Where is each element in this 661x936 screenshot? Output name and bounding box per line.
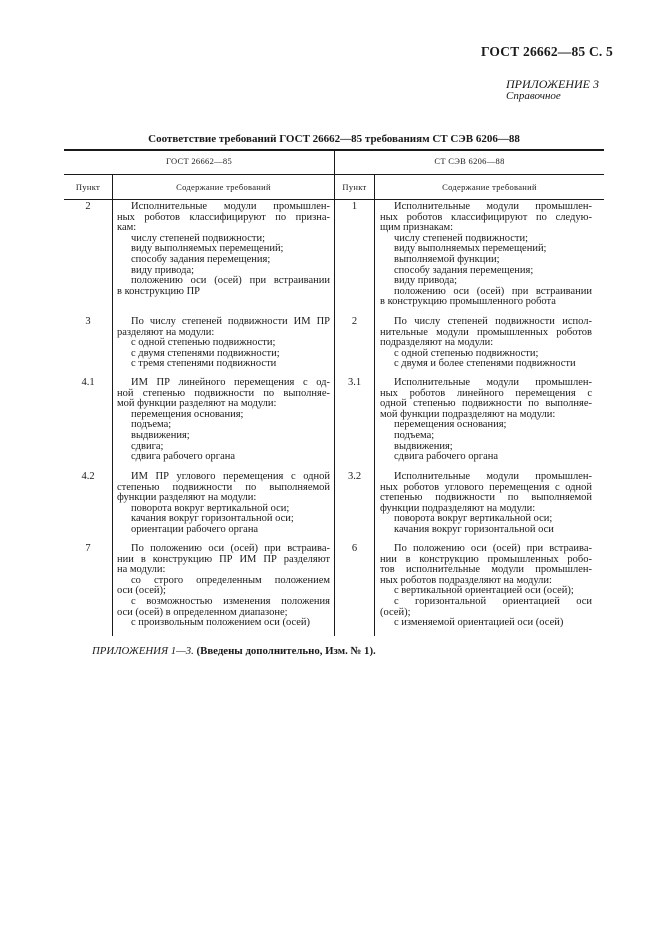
right-content-header: Содержание требований bbox=[442, 182, 537, 192]
requirement-line: виду привода; bbox=[394, 275, 458, 287]
requirement-line: По положению оси (осей) при встраива- bbox=[131, 543, 330, 554]
requirement-line: с возможностью изменения положения bbox=[131, 595, 330, 607]
requirement-line: нии в конструкцию ПР ИМ ПР разделяют bbox=[117, 553, 330, 565]
right-requirement-text bbox=[380, 202, 592, 308]
requirement-line: ной степенью подвижности по выполняе- bbox=[117, 387, 330, 399]
left-item-number: 2 bbox=[85, 201, 91, 212]
left-item-number: 7 bbox=[85, 543, 91, 554]
requirement-line: способу задания перемещения; bbox=[394, 264, 534, 276]
requirement-line: нительные модули промышленных роботов bbox=[380, 326, 592, 338]
requirement-line: с одной степенью подвижности; bbox=[394, 347, 539, 359]
requirement-line: на модули: bbox=[117, 564, 166, 576]
requirement-line: выполняемой функции; bbox=[394, 253, 500, 265]
requirement-line: виду выполняемых перемещений; bbox=[131, 243, 284, 255]
requirement-line: По числу степеней подвижности испол- bbox=[394, 316, 592, 327]
column-divider-right-item bbox=[374, 175, 375, 636]
requirement-line: подъема; bbox=[394, 429, 435, 441]
requirement-line: Исполнительные модули промышлен- bbox=[394, 471, 592, 482]
left-content-header: Содержание требований bbox=[176, 182, 271, 192]
requirement-line: выдвижения; bbox=[394, 440, 453, 452]
requirement-line: положению оси (осей) при встраивании bbox=[394, 285, 592, 297]
right-requirement-text bbox=[380, 544, 592, 629]
left-item-number: 4.2 bbox=[81, 471, 95, 482]
requirement-line: поворота вокруг вертикальной оси; bbox=[131, 502, 290, 514]
right-item-header: Пункт bbox=[342, 182, 367, 192]
requirement-line: мой функции подразделяют на модули: bbox=[380, 408, 556, 420]
requirement-line: мой функции разделяют на модули: bbox=[117, 398, 277, 410]
left-requirement-text bbox=[117, 472, 330, 536]
footer-note bbox=[92, 645, 376, 657]
right-group-header: СТ СЭВ 6206—88 bbox=[434, 156, 505, 166]
requirement-line: Исполнительные модули промышлен- bbox=[131, 201, 330, 212]
requirement-line: с вертикальной ориентацией оси (осей); bbox=[394, 585, 574, 597]
requirement-line: со строго определенным положением bbox=[131, 574, 330, 586]
appendix-label bbox=[506, 78, 599, 102]
requirement-line: оси (осей) в определенном диапазоне; bbox=[117, 606, 288, 618]
table-title: Соответствие требований ГОСТ 26662—85 требованиям СТ СЭВ 6206—88 bbox=[148, 133, 520, 145]
requirement-line: выдвижения; bbox=[131, 429, 190, 441]
requirement-line: нии в конструкцию промышленных робо- bbox=[380, 553, 592, 565]
requirement-line: Исполнительные модули промышлен- bbox=[394, 377, 592, 388]
left-group-header: ГОСТ 26662—85 bbox=[165, 156, 233, 166]
requirement-line: функции разделяют на модули: bbox=[117, 492, 257, 504]
requirement-line: ных роботов углового перемещения с одной bbox=[380, 481, 592, 493]
footer-bold: (Введены дополнительно, Изм. № 1). bbox=[193, 645, 376, 657]
appendix-title: ПРИЛОЖЕНИЕ 3 bbox=[506, 77, 599, 91]
requirement-line: в конструкцию ПР bbox=[117, 285, 200, 297]
requirement-line: ориентации рабочего органа bbox=[131, 523, 259, 535]
requirement-line: разделяют на модули: bbox=[117, 326, 215, 338]
requirement-line: подразделяют на модули: bbox=[380, 337, 494, 349]
right-requirement-text bbox=[380, 378, 592, 463]
requirement-line: ных роботов классифицируют по следую- bbox=[380, 211, 592, 223]
requirement-line: с одной степенью подвижности; bbox=[131, 337, 276, 349]
requirement-line: с тремя степенями подвижности bbox=[131, 358, 277, 370]
requirement-line: одной степенью подвижности по выполняе- bbox=[380, 398, 592, 410]
requirement-line: числу степеней подвижности; bbox=[131, 232, 266, 244]
footer-italic: ПРИЛОЖЕНИЯ 1—3. bbox=[92, 645, 194, 657]
requirement-line: степенью подвижности по выполняемой bbox=[117, 481, 330, 493]
left-item-number: 3 bbox=[85, 316, 91, 327]
requirement-line: По числу степеней подвижности ИМ ПР bbox=[131, 316, 330, 327]
page-header: ГОСТ 26662—85 С. 5 bbox=[480, 44, 613, 59]
requirement-line: оси (осей); bbox=[117, 585, 166, 597]
right-item-number: 3.1 bbox=[347, 377, 362, 388]
requirement-line: сдвига рабочего органа bbox=[131, 451, 236, 463]
requirement-line: сдвига рабочего органа bbox=[394, 451, 499, 463]
requirement-line: тов исполнительные модули промышлен- bbox=[380, 564, 592, 576]
requirement-line: ных роботов классифицируют по призна- bbox=[117, 211, 330, 223]
appendix-subtitle: Справочное bbox=[506, 90, 561, 102]
requirement-line: подъема; bbox=[131, 419, 172, 431]
requirement-line: кам: bbox=[117, 222, 137, 234]
requirement-line: поворота вокруг вертикальной оси; bbox=[394, 513, 553, 525]
requirement-line: ИМ ПР линейного перемещения с од- bbox=[131, 377, 330, 388]
requirement-line: перемещения основания; bbox=[131, 408, 244, 420]
requirement-line: Исполнительные модули промышлен- bbox=[394, 201, 592, 212]
left-requirement-text bbox=[117, 544, 330, 629]
left-item-number: 4.1 bbox=[81, 377, 95, 388]
requirement-line: с изменяемой ориентацией оси (осей) bbox=[394, 617, 564, 629]
requirement-line: (осей); bbox=[380, 606, 411, 618]
requirement-line: виду выполняемых перемещений; bbox=[394, 243, 547, 255]
requirement-line: По положению оси (осей) при встраива- bbox=[394, 543, 592, 554]
requirement-line: с двумя степенями подвижности; bbox=[131, 347, 280, 359]
requirement-line: качания вокруг горизонтальной оси bbox=[394, 523, 554, 535]
requirement-line: с произвольным положением оси (осей) bbox=[131, 617, 311, 629]
requirement-line: в конструкцию промышленного робота bbox=[380, 296, 556, 308]
left-requirement-text bbox=[117, 317, 330, 370]
requirement-line: щим признакам: bbox=[380, 222, 454, 234]
column-divider-left-item bbox=[112, 175, 113, 636]
column-divider-main bbox=[334, 150, 335, 636]
left-item-header: Пункт bbox=[75, 182, 101, 192]
right-item-number: 2 bbox=[351, 316, 358, 327]
left-requirement-text bbox=[117, 378, 330, 463]
requirement-line: положению оси (осей) при встраивании bbox=[131, 275, 330, 287]
requirement-line: функции подразделяют на модули: bbox=[380, 502, 536, 514]
requirement-line: с двумя и более степенями подвижности bbox=[394, 358, 576, 370]
left-requirement-text bbox=[117, 202, 330, 297]
requirement-line: сдвига; bbox=[131, 440, 164, 452]
right-item-number: 3.2 bbox=[347, 471, 362, 482]
requirement-line: виду привода; bbox=[131, 264, 195, 276]
requirement-line: ИМ ПР углового перемещения с одной bbox=[131, 471, 330, 482]
right-item-number: 1 bbox=[351, 201, 358, 212]
requirement-line: перемещения основания; bbox=[394, 419, 507, 431]
right-requirement-text bbox=[380, 317, 592, 370]
requirement-line: степенью подвижности по выполняемой bbox=[380, 492, 592, 504]
requirement-line: ных роботов подразделяют на модули: bbox=[380, 574, 552, 586]
requirement-line: ных роботов линейного перемещения с bbox=[380, 387, 592, 399]
right-item-number: 6 bbox=[351, 543, 358, 554]
requirement-line: числу степеней подвижности; bbox=[394, 232, 529, 244]
requirement-line: с горизонтальной ориентацией оси bbox=[394, 595, 592, 607]
requirement-line: качания вокруг горизонтальной оси; bbox=[131, 513, 294, 525]
requirement-line: способу задания перемещения; bbox=[131, 253, 271, 265]
right-requirement-text bbox=[380, 472, 592, 536]
